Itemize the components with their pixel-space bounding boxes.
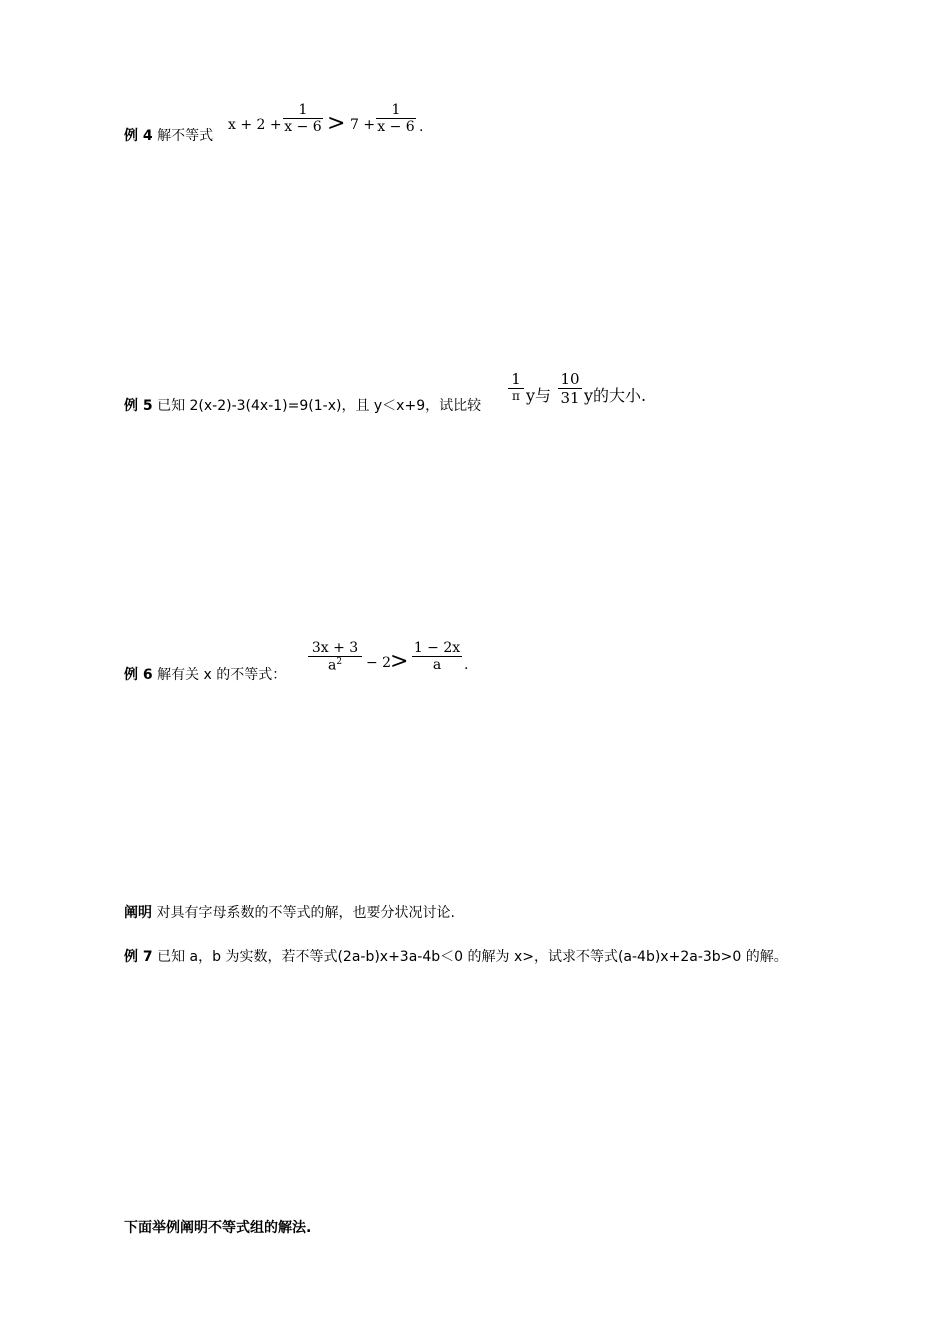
ex5-fraction-1-numerator: 1 [511,370,521,388]
ex6-fraction-1 [308,640,362,674]
example-6-label: 例 6 [124,667,153,683]
ex6-denominator-exponent: 2 [336,657,343,667]
ex4-fraction-2-numerator: 1 [391,102,401,118]
ex4-fraction-2 [376,102,416,135]
ex6-minus-two: − 2 [366,655,392,671]
ex5-fraction-1 [508,370,524,403]
example-6-line [124,666,286,684]
ex4-fraction-1-denominator: x − 6 [284,119,322,135]
example-5-line [124,397,481,415]
ex6-denominator-base: a [327,657,337,674]
ex4-greater-than: > [327,111,346,136]
example-5-formula [506,368,676,424]
example-5-label: 例 5 [124,398,153,414]
ex5-fraction-2 [558,370,582,407]
example-6-text: 解有关 x 的不等式： [157,667,287,683]
ex4-mid: 7 + [350,117,376,133]
ex6-fraction-2-numerator: 1 − 2x [413,640,461,656]
ex6-greater-than: > [390,649,409,674]
note-line [124,904,455,922]
example-4-formula [226,100,426,150]
example-7-label: 例 7 [124,949,153,965]
example-4-label: 例 4 [124,128,153,144]
ex6-end: . [464,657,469,673]
ex5-fraction-2-denominator: 31 [560,389,580,407]
ex5-y-size: y的大小. [584,386,647,405]
ex4-fraction-2-denominator: x − 6 [377,119,415,135]
ex4-lhs: x + 2 + [228,117,282,133]
ex6-fraction-2 [412,640,462,673]
ex4-end: . [419,119,424,135]
ex5-fraction-2-numerator: 10 [560,370,580,388]
ex6-fraction-1-denominator [308,657,362,674]
ex4-fraction-1 [283,102,323,135]
example-6-formula [304,638,474,688]
note-label: 阐明 [124,905,152,921]
ex5-y-and: y与 [526,386,552,405]
example-7-text: 已知 a，b 为实数，若不等式(2a-b)x+3a-4b＜0 的解为 x>，试求不等式(a-4b)x+2a-3b>0 的解。 [157,949,788,965]
closing-heading: 下面举例阐明不等式组的解法. [124,1220,312,1236]
ex4-fraction-1-numerator: 1 [298,102,308,118]
ex6-fraction-2-denominator: a [432,657,442,673]
example-5-text: 已知 2(x-2)-3(4x-1)=9(1-x)，且 y＜x+9，试比较 [157,398,482,414]
ex5-fraction-1-denominator: π [512,389,520,403]
example-7-line [124,948,788,966]
example-4-text: 解不等式 [157,128,214,144]
note-text: 对具有字母系数的不等式的解，也要分状况讨论. [156,905,455,921]
example-4-line [124,127,213,145]
ex6-fraction-1-numerator: 3x + 3 [311,640,359,656]
